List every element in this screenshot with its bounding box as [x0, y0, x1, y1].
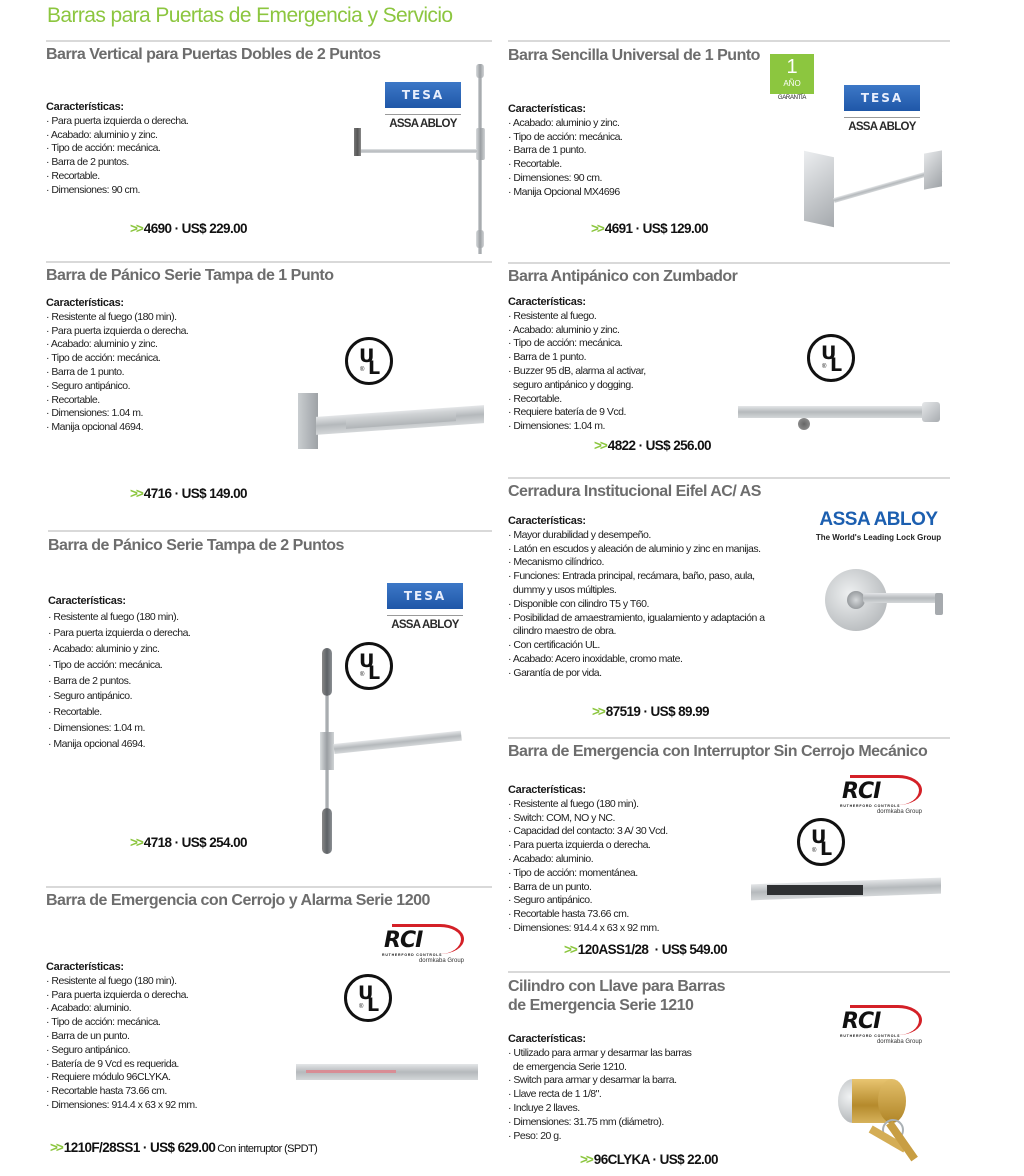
feature-item: · Manija Opcional MX4696 — [508, 186, 622, 200]
product-card — [46, 886, 492, 1172]
feature-item: · Barra de un punto. — [508, 881, 668, 895]
feature-item: · Tipo de acción: mecánica. — [46, 352, 188, 366]
price-line: >> 87519 · US$ 89.99 — [592, 704, 709, 719]
product-code: 4690 — [143, 221, 172, 236]
feature-item: · Capacidad del contacto: 3 A/ 30 Vcd. — [508, 825, 668, 839]
product-code: 87519 — [605, 704, 641, 719]
divider — [46, 886, 492, 888]
product-title: Barra de Emergencia con Interruptor Sin Cerrojo Mecánico — [508, 743, 928, 760]
feature-item: · Acabado: aluminio y zinc. — [46, 338, 188, 352]
feature-item: · Manija opcional 4694. — [48, 737, 190, 753]
tesa-logo: TESA — [385, 82, 461, 108]
feature-item: · Barra de 2 puntos. — [46, 156, 188, 170]
feature-item: · Barra de un punto. — [46, 1030, 197, 1044]
product-image-vertical-rod-bar — [346, 62, 496, 257]
product-title: Barra de Pánico Serie Tampa de 1 Punto — [46, 267, 334, 284]
price-arrow-icon: >> — [130, 835, 142, 850]
rci-logo: RCI RUTHERFORD CONTROLS dormkaba Group — [840, 1007, 922, 1047]
product-code: 1210F/28SS1 — [63, 1140, 140, 1155]
product-card — [46, 40, 492, 258]
product-price: US$ 229.00 — [181, 221, 247, 236]
feature-item: · Barra de 1 punto. — [46, 366, 188, 380]
product-title-line: Cilindro con Llave para Barras — [508, 978, 726, 995]
feature-item: · Acabado: Acero inoxidable, cromo mate. — [508, 653, 765, 667]
features-heading: Características: — [46, 297, 124, 309]
product-code: 4822 — [607, 438, 636, 453]
price-line: >> 4691 · US$ 129.00 — [591, 221, 708, 236]
feature-item: · Seguro antipánico. — [48, 689, 190, 705]
product-card — [508, 40, 950, 258]
feature-item: · Tipo de acción: mecánica. — [508, 337, 646, 351]
feature-item: · Utilizado para armar y desarmar las barras — [508, 1047, 691, 1061]
feature-item: · Latón en escudos y aleación de aluminio y zinc en manijas. — [508, 543, 765, 557]
product-card — [508, 262, 950, 474]
ul-certification-logo: U L ® — [345, 337, 393, 385]
feature-item: · Garantía de por vida. — [508, 667, 765, 681]
divider — [508, 737, 950, 739]
features-list — [508, 296, 646, 434]
feature-item: · Acabado: aluminio y zinc. — [508, 117, 622, 131]
feature-item: · Recortable. — [46, 394, 188, 408]
price-arrow-icon: >> — [591, 221, 603, 236]
feature-item: · Acabado: aluminio y zinc. — [508, 324, 646, 338]
tesa-logo: TESA — [844, 85, 920, 111]
product-title — [508, 977, 725, 1015]
rci-logo: RCI RUTHERFORD CONTROLS dormkaba Group — [382, 926, 464, 966]
rci-logo: RCI RUTHERFORD CONTROLS dormkaba Group — [840, 777, 922, 817]
feature-item: · Resistente al fuego (180 min). — [48, 610, 190, 626]
product-code: 96CLYKA — [593, 1152, 650, 1167]
feature-item: · Requiere módulo 96CLYKA. — [46, 1071, 197, 1085]
product-image-key-cylinder — [838, 1075, 934, 1165]
price-arrow-icon: >> — [130, 486, 142, 501]
features-heading: Características: — [508, 784, 586, 796]
feature-item: · Dimensiones: 1.04 m. — [46, 407, 188, 421]
feature-item: · Con certificación UL. — [508, 639, 765, 653]
product-code: 120ASS1/28 — [577, 942, 649, 957]
warranty-badge — [770, 54, 814, 101]
feature-item: · Mayor durabilidad y desempeño. — [508, 529, 765, 543]
features-list — [48, 594, 190, 753]
feature-item: · Dimensiones: 90 cm. — [508, 172, 622, 186]
assa-abloy-tagline: The World's Leading Lock Group — [815, 533, 942, 542]
product-price: US$ 256.00 — [645, 438, 711, 453]
warranty-label: GARANTÍA — [777, 95, 807, 101]
product-price: US$ 89.99 — [650, 704, 709, 719]
feature-item: · Barra de 2 puntos. — [48, 674, 190, 690]
features-list — [508, 103, 622, 200]
feature-item: · Incluye 2 llaves. — [508, 1102, 691, 1116]
feature-item: seguro antipánico y dogging. — [512, 378, 634, 391]
feature-item: · Funciones: Entrada principal, recámara, baño, paso, aula, — [508, 570, 765, 584]
feature-item: · Barra de 1 punto. — [508, 144, 622, 158]
tesa-logo: TESA — [387, 583, 463, 609]
feature-item: · Para puerta izquierda o derecha. — [46, 989, 197, 1003]
product-price: US$ 629.00 — [149, 1140, 216, 1155]
features-heading: Características: — [508, 1033, 586, 1045]
product-image-touch-bar — [751, 877, 946, 907]
product-code: 4716 — [143, 486, 172, 501]
product-card — [48, 530, 492, 882]
ul-certification-logo: U L ® — [344, 974, 392, 1022]
warranty-unit: AÑO — [783, 79, 801, 88]
feature-item: · Recortable. — [508, 158, 622, 172]
features-heading: Características: — [48, 595, 126, 607]
feature-item: · Dimensiones: 914.4 x 63 x 92 mm. — [46, 1099, 197, 1113]
feature-item: · Recortable. — [48, 705, 190, 721]
product-code: 4718 — [143, 835, 172, 850]
features-list — [46, 961, 197, 1113]
divider — [48, 530, 492, 532]
feature-item: · Buzzer 95 dB, alarma al activar, — [508, 365, 646, 379]
product-card — [508, 477, 950, 733]
rci-wordmark: RCI — [842, 1009, 881, 1034]
tesa-assa-abloy-logo — [387, 583, 463, 631]
feature-item: · Dimensiones: 1.04 m. — [508, 420, 646, 434]
features-heading: Características: — [508, 103, 586, 115]
divider — [46, 261, 492, 263]
divider — [508, 477, 950, 479]
product-title: Barra Vertical para Puertas Dobles de 2 Puntos — [46, 46, 381, 63]
price-line: >> 4822 · US$ 256.00 — [594, 438, 711, 453]
feature-item: · Para puerta izquierda o derecha. — [46, 325, 188, 339]
feature-item: · Tipo de acción: mecánica. — [508, 131, 622, 145]
price-arrow-icon: >> — [50, 1140, 62, 1155]
feature-item: · Manija opcional 4694. — [46, 421, 188, 435]
price-line: >> 120ASS1/28 · US$ 549.00 — [564, 942, 728, 957]
product-card — [508, 971, 950, 1174]
feature-item: · Para puerta izquierda o derecha. — [508, 839, 668, 853]
product-title: Barra de Emergencia con Cerrojo y Alarma Serie 1200 — [46, 892, 430, 909]
price-line: >> 4716 · US$ 149.00 — [130, 486, 247, 501]
price-arrow-icon: >> — [130, 221, 142, 236]
assa-abloy-logo: ASSA ABLOY — [391, 619, 459, 631]
product-card — [508, 737, 950, 967]
product-title: Barra Antipánico con Zumbador — [508, 268, 738, 285]
feature-item: · Para puerta izquierda o derecha. — [46, 115, 188, 129]
product-title-line: de Emergencia Serie 1210 — [508, 997, 694, 1014]
feature-item: · Acabado: aluminio y zinc. — [46, 129, 188, 143]
product-price: US$ 22.00 — [659, 1152, 718, 1167]
features-heading: Características: — [46, 961, 124, 973]
feature-item: · Seguro antipánico. — [46, 380, 188, 394]
feature-item: · Switch para armar y desarmar la barra. — [508, 1074, 691, 1088]
feature-item: dummy y usos múltiples. — [512, 583, 617, 596]
feature-item: · Seguro antipánico. — [46, 1044, 197, 1058]
product-image-buzzer-bar — [738, 402, 946, 436]
price-line: >> 4718 · US$ 254.00 — [130, 835, 247, 850]
ul-certification-logo: U L ® — [345, 642, 393, 690]
product-title: Cerradura Institucional Eifel AC/ AS — [508, 483, 761, 500]
feature-item: de emergencia Serie 1210. — [512, 1060, 627, 1073]
divider — [508, 971, 950, 973]
feature-item: · Barra de 1 punto. — [508, 351, 646, 365]
features-list — [508, 1033, 691, 1143]
product-image-lever-lock — [823, 567, 948, 637]
product-price: US$ 149.00 — [181, 486, 247, 501]
price-arrow-icon: >> — [564, 942, 576, 957]
product-image-panic-bar — [298, 389, 488, 455]
features-heading: Características: — [46, 101, 124, 113]
feature-item: · Recortable. — [46, 170, 188, 184]
feature-item: · Para puerta izquierda o derecha. — [48, 626, 190, 642]
feature-item: · Switch: COM, NO y NC. — [508, 812, 668, 826]
feature-item: · Tipo de acción: mecánica. — [46, 1016, 197, 1030]
product-title: Barra Sencilla Universal de 1 Punto — [508, 47, 760, 64]
assa-abloy-logo: ASSA ABLOY — [389, 118, 457, 130]
assa-abloy-name: ASSA ABLOY — [819, 509, 938, 530]
features-heading: Características: — [508, 296, 586, 308]
feature-item: · Acabado: aluminio. — [46, 1002, 197, 1016]
feature-item: · Dimensiones: 914.4 x 63 x 92 mm. — [508, 922, 668, 936]
page-title: Barras para Puertas de Emergencia y Servicio — [47, 4, 453, 27]
feature-item: · Recortable hasta 73.66 cm. — [46, 1085, 197, 1099]
ul-certification-logo: U L ® — [807, 334, 855, 382]
product-image-push-bar — [804, 148, 950, 240]
price-line: >> 1210F/28SS1 · US$ 629.00 Con interruptor (SPDT) — [50, 1140, 318, 1155]
features-heading: Características: — [508, 515, 586, 527]
product-image-alarm-bar — [296, 1062, 482, 1086]
feature-item: · Mecanismo cilíndrico. — [508, 556, 765, 570]
feature-item: · Recortable hasta 73.66 cm. — [508, 908, 668, 922]
product-image-vertical-panic-bar — [310, 648, 470, 858]
features-list — [508, 784, 668, 936]
feature-item: · Batería de 9 Vcd es requerida. — [46, 1058, 197, 1072]
price-note: Con interruptor (SPDT) — [217, 1143, 318, 1155]
feature-item: cilindro maestro de obra. — [512, 625, 616, 638]
divider — [46, 40, 492, 42]
feature-item: · Dimensiones: 90 cm. — [46, 184, 188, 198]
feature-item: · Acabado: aluminio y zinc. — [48, 642, 190, 658]
feature-item: · Tipo de acción: mecánica. — [48, 658, 190, 674]
feature-item: · Acabado: aluminio. — [508, 853, 668, 867]
feature-item: · Posibilidad de amaestramiento, igualamiento y adaptación a — [508, 612, 765, 626]
rci-wordmark: RCI — [842, 779, 881, 804]
features-list — [46, 101, 188, 198]
product-card — [46, 261, 492, 526]
assa-abloy-logo: ASSA ABLOY — [848, 121, 916, 133]
features-list — [46, 297, 188, 435]
feature-item: · Resistente al fuego (180 min). — [508, 798, 668, 812]
feature-item: · Llave recta de 1 1/8". — [508, 1088, 691, 1102]
product-code: 4691 — [604, 221, 633, 236]
divider — [508, 262, 950, 264]
feature-item: · Tipo de acción: mecánica. — [46, 142, 188, 156]
feature-item: · Seguro antipánico. — [508, 894, 668, 908]
price-arrow-icon: >> — [592, 704, 604, 719]
product-price: US$ 254.00 — [181, 835, 247, 850]
feature-item: · Resistente al fuego (180 min). — [46, 311, 188, 325]
ul-certification-logo: U L ® — [797, 818, 845, 866]
feature-item: · Dimensiones: 1.04 m. — [48, 721, 190, 737]
feature-item: · Peso: 20 g. — [508, 1130, 691, 1144]
price-line: >> 96CLYKA · US$ 22.00 — [580, 1152, 718, 1167]
feature-item: · Tipo de acción: momentánea. — [508, 867, 668, 881]
tesa-assa-abloy-logo — [844, 85, 920, 133]
feature-item: · Disponible con cilindro T5 y T60. — [508, 598, 765, 612]
assa-abloy-logo — [811, 509, 946, 542]
rci-wordmark: RCI — [384, 928, 423, 953]
feature-item: · Resistente al fuego. — [508, 310, 646, 324]
price-arrow-icon: >> — [580, 1152, 592, 1167]
features-list — [508, 515, 765, 681]
product-price: US$ 549.00 — [661, 942, 728, 957]
price-arrow-icon: >> — [594, 438, 606, 453]
product-price: US$ 129.00 — [642, 221, 708, 236]
feature-item: · Dimensiones: 31.75 mm (diámetro). — [508, 1116, 691, 1130]
price-line: >> 4690 · US$ 229.00 — [130, 221, 247, 236]
divider — [508, 40, 950, 42]
feature-item: · Recortable. — [508, 393, 646, 407]
feature-item: · Requiere batería de 9 Vcd. — [508, 406, 646, 420]
product-title: Barra de Pánico Serie Tampa de 2 Puntos — [48, 537, 344, 554]
warranty-years: 1 — [786, 56, 798, 78]
feature-item: · Resistente al fuego (180 min). — [46, 975, 197, 989]
